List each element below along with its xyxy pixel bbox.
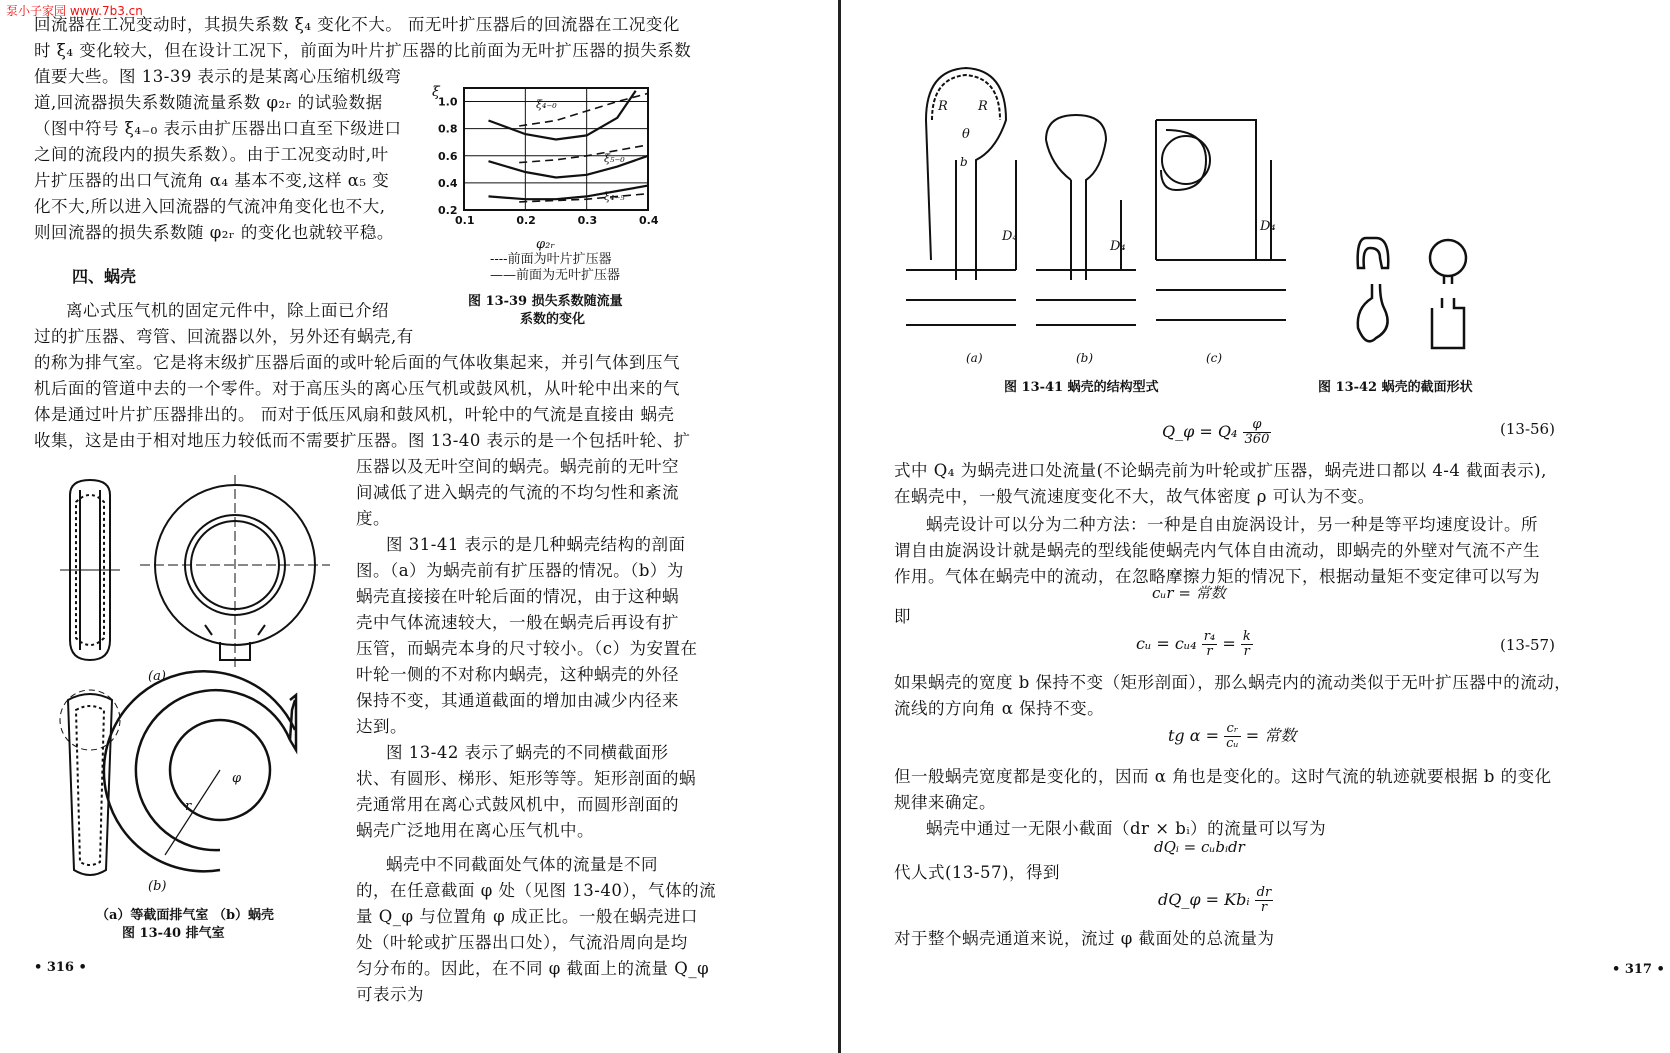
- text-line: 收集，这是由于相对地压力较低而不需要扩压器。图 13-40 表示的是一个包括叶轮、扩: [34, 431, 691, 450]
- chart-series: [489, 91, 649, 202]
- legend-solid: ——前面为无叶扩压器: [490, 268, 621, 283]
- equation-rhs: = 常数: [1245, 726, 1297, 745]
- text-line: 作用。气体在蜗壳中的流动，在忽略摩擦力矩的情况下，根据动量矩不变定律可以写为: [894, 567, 1540, 586]
- subfigure-label: (c): [1206, 351, 1223, 365]
- text-line: 回流器在工况变动时，其损失系数 ξ₄ 变化不大。 而无叶扩压器后的回流器在工况变化: [34, 15, 680, 34]
- volute-structures-drawing: [906, 60, 1346, 390]
- text-line: （图中符号 ξ₄₋₀ 表示由扩压器出口直至下级进口: [34, 119, 402, 138]
- text-line: 可表示为: [356, 985, 424, 1004]
- y-tick-label: 0.2: [438, 204, 458, 217]
- loss-coefficient-chart: [428, 78, 668, 268]
- text-line: 处（叶轮或扩压器出口处），气流沿周向是均: [356, 933, 688, 952]
- equation-lhs: tg α =: [1168, 726, 1220, 745]
- subfigure-label: (b): [1076, 351, 1094, 365]
- fraction-numerator: dr: [1256, 885, 1272, 900]
- equation-cu-r: cᵤr = 常数: [1152, 584, 1226, 602]
- series-line: [489, 91, 636, 140]
- text-line: 保持不变，其通道截面的增加由减少内径来: [356, 691, 679, 710]
- x-tick-label: 0.1: [455, 214, 475, 227]
- section-heading: 四、蜗壳: [72, 267, 137, 286]
- text-line: 间减低了进入蜗壳的气流的不均匀性和紊流: [356, 483, 679, 502]
- equals-sign: =: [1222, 634, 1236, 653]
- equation-number: (13-56): [1500, 420, 1555, 438]
- text-line: 如果蜗壳的宽度 b 保持不变（矩形剖面），那么蜗壳内的流动类似于无叶扩压器中的流动，: [894, 673, 1572, 692]
- text-line: 即: [894, 607, 911, 626]
- y-tick-label: 0.6: [438, 149, 458, 163]
- text-line: 压器以及无叶空间的蜗壳。蜗壳前的无叶空: [356, 457, 679, 476]
- figure-caption: 系数的变化: [520, 312, 586, 327]
- text-line: 离心式压气机的固定元件中，除上面已介绍: [66, 301, 389, 320]
- figure-caption: 图 13-39 损失系数随流量: [468, 294, 623, 309]
- watermark: 泵小子家园 www.7b3.cn: [6, 4, 143, 18]
- text-line: 蜗壳中通过一无限小截面（dr × bᵢ）的流量可以写为: [926, 819, 1327, 838]
- fraction-numerator: k: [1242, 629, 1251, 644]
- exhaust-chamber-drawing: [40, 470, 340, 930]
- text-line: 图 13-42 表示了蜗壳的不同横截面形: [386, 743, 669, 762]
- curve-label: ξ₅₋₀: [604, 152, 625, 165]
- text-line: 之间的流段内的损失系数）。由于工况变动时,叶: [34, 145, 389, 164]
- text-line: 叶轮一侧的不对称内蜗壳，这种蜗壳的外径: [356, 665, 679, 684]
- text-line: 机后面的管道中去的一个零件。对于高压头的离心压气机或鼓风机，从叶轮中出来的气: [34, 379, 680, 398]
- fraction-numerator: r₄: [1203, 629, 1216, 644]
- text-line: 匀分布的。因此，在不同 φ 截面上的流量 Q_φ: [356, 959, 710, 978]
- text-line: 的称为排气室。它是将末级扩压器后面的或叶轮后面的气体收集起来，并引气体到压气: [34, 353, 680, 372]
- curve-label: ξ₄₋₅: [604, 190, 625, 203]
- equation-13-56: [1162, 418, 1271, 447]
- figure-caption: 图 13-40 排气室: [122, 926, 225, 941]
- x-tick-label: 0.3: [577, 214, 598, 227]
- dimension-label: D₄: [1002, 229, 1018, 244]
- figure-caption: 图 13-42 蜗壳的截面形状: [1318, 380, 1473, 395]
- dimension-label: D₄: [1260, 219, 1276, 234]
- legend-dashed: ----前面为叶片扩压器: [490, 252, 612, 267]
- chart-ticks: [438, 96, 659, 227]
- text-line: 谓自由旋涡设计就是蜗壳的型线能使蜗壳内气体自由流动，即蜗壳的外壁对气流不产生: [894, 541, 1540, 560]
- text-line: 片扩压器的出口气流角 α₄ 基本不变,这样 α₅ 变: [34, 171, 390, 190]
- fraction-denominator: r: [1206, 644, 1213, 659]
- text-line: 对于整个蜗壳通道来说，流过 φ 截面处的总流量为: [894, 929, 1275, 948]
- fraction-denominator: 360: [1244, 432, 1270, 447]
- text-line: 蜗壳中不同截面处气体的流量是不同: [386, 855, 658, 874]
- subfigure-label: (a): [148, 669, 166, 684]
- y-axis-label: ξ: [432, 84, 440, 100]
- fraction-numerator: φ: [1243, 418, 1272, 433]
- fraction-numerator: cᵣ: [1224, 722, 1240, 737]
- radius-label: r: [185, 799, 192, 814]
- x-tick-label: 0.2: [516, 214, 536, 227]
- text-line: 压管，而蜗壳本身的尺寸较小。（c）为安置在: [356, 639, 698, 658]
- text-line: 化不大,所以进入回流器的气流冲角变化也不大,: [34, 197, 386, 216]
- fraction-denominator: cᵤ: [1226, 736, 1239, 751]
- fraction-denominator: r: [1260, 900, 1268, 915]
- equation-13-57: [1136, 630, 1253, 659]
- dimension-label: b: [960, 155, 968, 169]
- text-line: 蜗壳直接接在叶轮后面的情况，由于这种蜗: [356, 587, 679, 606]
- y-tick-label: 0.8: [438, 122, 458, 136]
- text-line: 度。: [356, 509, 390, 528]
- equation-tg-alpha: [1168, 722, 1296, 751]
- text-line: 图。（a）为蜗壳前有扩压器的情况。（b）为: [356, 561, 684, 580]
- dimension-label: R: [978, 99, 988, 114]
- equation-dq: dQᵢ = cᵤbᵢdr: [1154, 838, 1245, 856]
- right-page: [846, 0, 1670, 1053]
- page-divider: [838, 0, 841, 1053]
- equation-dq-phi: [1158, 886, 1273, 915]
- text-line: 图 31-41 表示的是几种蜗壳结构的剖面: [386, 535, 686, 554]
- text-line: 流线的方向角 α 保持不变。: [894, 699, 1105, 718]
- text-line: 在蜗壳中，一般气流速度变化不大，故气体密度 ρ 可认为不变。: [894, 487, 1375, 506]
- text-line: 体是通过叶片扩压器排出的。 而对于低压风扇和鼓风机，叶轮中的气流是直接由 蜗壳: [34, 405, 675, 424]
- text-line: 时 ξ₄ 变化较大，但在设计工况下，前面为叶片扩压器的比前面为无叶扩压器的损失系数: [34, 41, 692, 60]
- text-line: 壳中气体流速较大，一般在蜗壳后再设有扩: [356, 613, 679, 632]
- text-line: 过的扩压器、弯管、回流器以外，另外还有蜗壳,有: [34, 327, 414, 346]
- y-tick-label: 0.4: [438, 176, 458, 190]
- equation-lhs: cᵤ = cᵤ₄: [1136, 634, 1197, 653]
- text-line: 但一般蜗壳宽度都是变化的，因而 α 角也是变化的。这时气流的轨迹就要根据 b 的变化: [894, 767, 1552, 786]
- text-line: 状、有圆形、梯形、矩形等等。矩形剖面的蜗: [356, 769, 696, 788]
- figure-caption: 图 13-41 蜗壳的结构型式: [1004, 380, 1159, 395]
- text-line: 蜗壳广泛地用在离心压气机中。: [356, 821, 594, 840]
- text-line: 的，在任意截面 φ 处（见图 13-40），气体的流: [356, 881, 717, 900]
- text-line: 量 Q_φ 与位置角 φ 成正比。一般在蜗壳进口: [356, 907, 698, 926]
- text-line: 规律来确定。: [894, 793, 996, 812]
- text-line: 蜗壳设计可以分为二种方法：一种是自由旋涡设计，另一种是等平均速度设计。所: [926, 515, 1538, 534]
- fraction-denominator: r: [1243, 644, 1250, 659]
- x-tick-label: 0.4: [639, 214, 659, 227]
- text-line: 值要大些。图 13-39 表示的是某离心压缩机级弯: [34, 67, 402, 86]
- page-number: • 317 •: [1612, 962, 1665, 977]
- equation-lhs: Q_φ = Q₄: [1162, 422, 1238, 441]
- figure-caption: （a）等截面排气室 （b）蜗壳: [96, 908, 275, 923]
- text-line: 则回流器的损失系数随 φ₂ᵣ 的变化也就较平稳。: [34, 223, 394, 242]
- text-line: 式中 Q₄ 为蜗壳进口处流量(不论蜗壳前为叶轮或扩压器，蜗壳进口都以 4-4 截面表示),: [894, 461, 1547, 480]
- subfigure-label: (b): [148, 879, 167, 894]
- equation-lhs: dQ_φ = Kbᵢ: [1158, 890, 1250, 909]
- volute-section-shapes: [1336, 228, 1496, 368]
- text-line: 道,回流器损失系数随流量系数 φ₂ᵣ 的试验数据: [34, 93, 383, 112]
- curve-label: ξ₄₋₀: [536, 98, 557, 111]
- series-line: [519, 194, 648, 202]
- equation-number: (13-57): [1500, 636, 1555, 654]
- angle-label: φ: [232, 771, 242, 786]
- subfigure-label: (a): [966, 351, 983, 365]
- dimension-label: θ: [962, 127, 970, 142]
- text-line: 代人式(13-57)，得到: [894, 863, 1060, 882]
- text-line: 达到。: [356, 717, 407, 736]
- dimension-label: R: [938, 99, 948, 114]
- x-axis-label: φ₂ᵣ: [536, 237, 555, 252]
- text-line: 壳通常用在离心式鼓风机中，而圆形剖面的: [356, 795, 679, 814]
- page-number: • 316 •: [34, 960, 87, 975]
- dimension-label: D₄: [1110, 239, 1126, 254]
- series-line: [519, 145, 648, 163]
- y-tick-label: 1.0: [438, 95, 458, 109]
